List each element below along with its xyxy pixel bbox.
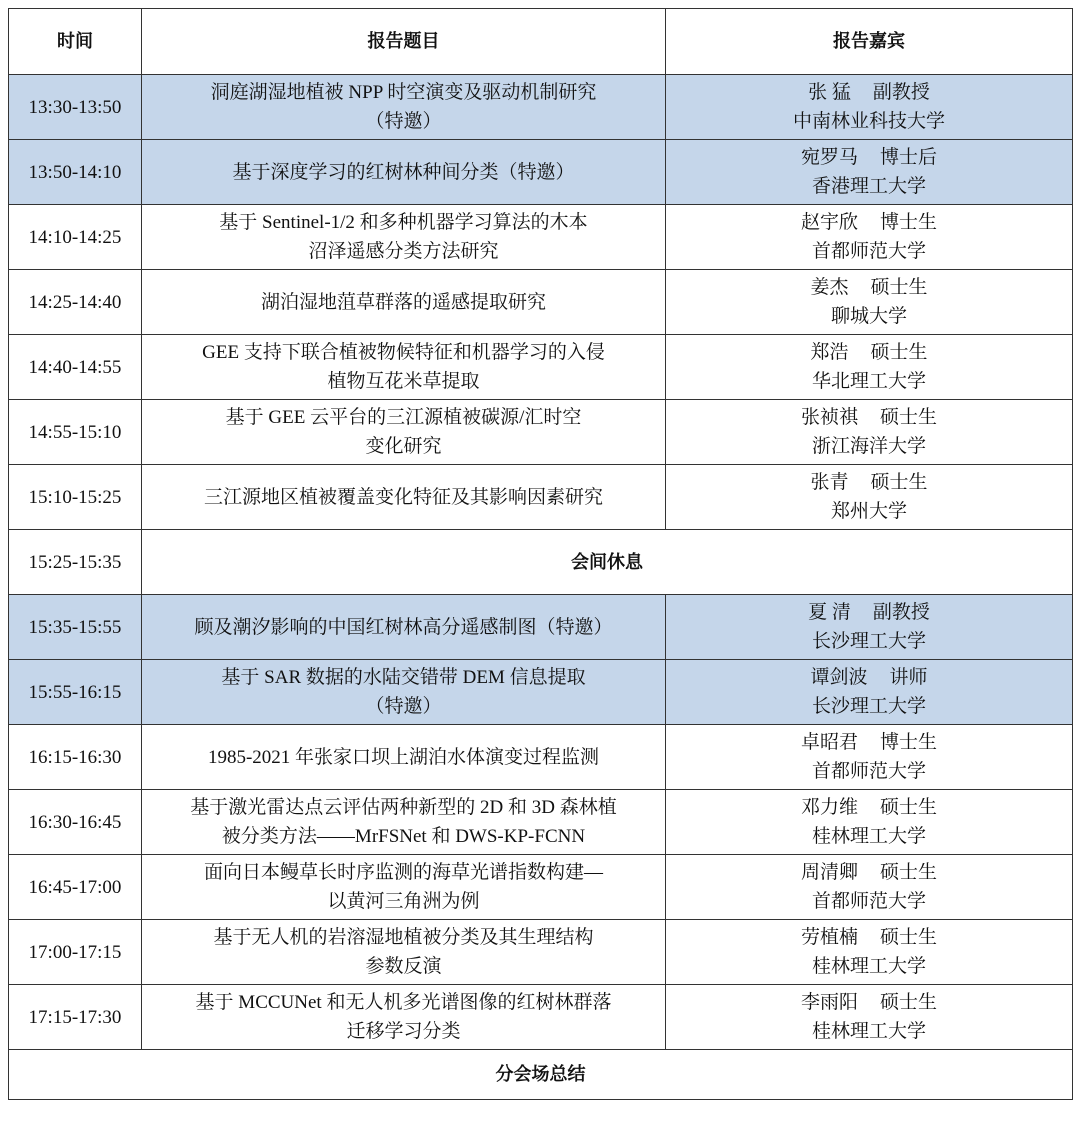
title-cell [142, 790, 666, 855]
title-cell [142, 660, 666, 725]
guest-org: 长沙理工大学 [811, 631, 926, 652]
time-cell: 16:45-17:00 [9, 855, 142, 920]
title-line: 变化研究 [365, 436, 442, 457]
title-line: 1985-2021 年张家口坝上湖泊水体演变过程监测 [207, 746, 600, 768]
guest-name: 卓昭君 [800, 732, 858, 753]
guest-org: 首都师范大学 [811, 761, 926, 782]
guest-org: 桂林理工大学 [811, 1021, 926, 1042]
guest-org: 华北理工大学 [811, 371, 926, 392]
title-line: 以黄河三角洲为例 [327, 891, 480, 912]
title-line: 基于激光雷达点云评估两种新型的 2D 和 3D 森林植 [190, 797, 617, 818]
guest-name: 夏 清 [808, 602, 851, 623]
time-cell: 13:50-14:10 [9, 140, 142, 205]
title-line: 基于无人机的岩溶湿地植被分类及其生理结构 [213, 927, 594, 948]
guest-name: 宛罗马 [800, 147, 858, 168]
guest-name: 赵宇欣 [800, 212, 858, 233]
guest-cell [666, 400, 1073, 465]
table-row [9, 725, 1073, 790]
time-cell: 15:55-16:15 [9, 660, 142, 725]
table-row [9, 335, 1073, 400]
title-line: GEE 支持下联合植被物候特征和机器学习的入侵 [202, 342, 605, 363]
guest-name: 张青 [810, 472, 849, 493]
guest-cell [666, 465, 1073, 530]
guest-title: 硕士生 [880, 927, 938, 948]
guest-title: 硕士生 [870, 472, 928, 493]
guest-cell [666, 790, 1073, 855]
guest-title: 硕士生 [880, 862, 938, 883]
guest-line [672, 923, 1066, 952]
title-cell [142, 595, 666, 660]
guest-cell [666, 270, 1073, 335]
time-cell: 14:40-14:55 [9, 335, 142, 400]
guest-line [672, 663, 1066, 692]
title-line: 参数反演 [365, 956, 442, 977]
guest-name: 郑浩 [810, 342, 849, 363]
guest-cell [666, 140, 1073, 205]
guest-cell [666, 335, 1073, 400]
table-row [9, 660, 1073, 725]
guest-name: 姜杰 [810, 277, 849, 298]
guest-title: 硕士生 [870, 342, 928, 363]
title-line: 顾及潮汐影响的中国红树林高分遥感制图（特邀） [194, 616, 613, 638]
table-row [9, 465, 1073, 530]
table-row [9, 140, 1073, 205]
time-cell: 17:15-17:30 [9, 985, 142, 1050]
guest-cell [666, 855, 1073, 920]
title-line: 湖泊湿地菹草群落的遥感提取研究 [260, 291, 546, 313]
title-line: 基于 Sentinel-1/2 和多种机器学习算法的木本 [219, 212, 588, 233]
time-cell: 13:30-13:50 [9, 75, 142, 140]
schedule-table [8, 8, 1073, 1100]
title-cell [142, 75, 666, 140]
guest-org: 聊城大学 [830, 306, 907, 327]
guest-cell [666, 725, 1073, 790]
guest-line [672, 793, 1066, 822]
title-cell [142, 725, 666, 790]
title-line: 沼泽遥感分类方法研究 [308, 241, 499, 262]
table-row [9, 985, 1073, 1050]
guest-name: 张祯祺 [800, 407, 858, 428]
guest-title: 硕士生 [870, 277, 928, 298]
guest-cell [666, 595, 1073, 660]
title-line: （特邀） [365, 696, 442, 717]
table-row [9, 205, 1073, 270]
guest-org: 桂林理工大学 [811, 826, 926, 847]
time-cell: 14:10-14:25 [9, 205, 142, 270]
guest-title: 博士生 [880, 212, 938, 233]
summary-label: 分会场总结 [9, 1050, 1073, 1100]
header-time: 时间 [9, 9, 142, 75]
guest-name: 李雨阳 [800, 992, 858, 1013]
guest-line [672, 78, 1066, 107]
time-cell: 15:35-15:55 [9, 595, 142, 660]
title-cell [142, 855, 666, 920]
guest-org: 浙江海洋大学 [811, 436, 926, 457]
guest-line [672, 143, 1066, 172]
table-row [9, 920, 1073, 985]
break-label: 会间休息 [142, 530, 1073, 595]
title-cell [142, 985, 666, 1050]
guest-name: 张 猛 [808, 82, 851, 103]
title-cell [142, 920, 666, 985]
title-line: 基于深度学习的红树林种间分类（特邀） [232, 161, 575, 183]
guest-line [672, 728, 1066, 757]
guest-cell [666, 75, 1073, 140]
guest-org: 郑州大学 [830, 501, 907, 522]
guest-line [672, 403, 1066, 432]
guest-title: 博士生 [880, 732, 938, 753]
time-cell: 16:30-16:45 [9, 790, 142, 855]
table-row [9, 400, 1073, 465]
guest-title: 硕士生 [880, 797, 938, 818]
guest-name: 邓力维 [800, 797, 858, 818]
title-line: 面向日本鳗草长时序监测的海草光谱指数构建— [203, 862, 603, 883]
header-row [9, 9, 1073, 75]
summary-row [9, 1050, 1073, 1100]
guest-org: 首都师范大学 [811, 891, 926, 912]
guest-title: 硕士生 [880, 992, 938, 1013]
title-line: 洞庭湖湿地植被 NPP 时空演变及驱动机制研究 [210, 82, 597, 103]
guest-name: 劳植楠 [800, 927, 858, 948]
table-row [9, 855, 1073, 920]
title-cell [142, 270, 666, 335]
title-cell [142, 140, 666, 205]
guest-line [672, 338, 1066, 367]
title-line: 基于 GEE 云平台的三江源植被碳源/汇时空 [225, 407, 582, 428]
table-row [9, 75, 1073, 140]
guest-name: 周清卿 [800, 862, 858, 883]
title-line: （特邀） [365, 111, 442, 132]
title-line: 植物互花米草提取 [327, 371, 480, 392]
title-line: 基于 SAR 数据的水陆交错带 DEM 信息提取 [221, 667, 586, 688]
title-line: 基于 MCCUNet 和无人机多光谱图像的红树林群落 [195, 992, 612, 1013]
guest-title: 博士后 [880, 147, 938, 168]
header-title: 报告题目 [142, 9, 666, 75]
guest-title: 硕士生 [880, 407, 938, 428]
guest-cell [666, 985, 1073, 1050]
guest-line [672, 273, 1066, 302]
guest-cell [666, 660, 1073, 725]
table-row [9, 270, 1073, 335]
guest-cell [666, 920, 1073, 985]
time-cell: 14:25-14:40 [9, 270, 142, 335]
title-line: 被分类方法——MrFSNet 和 DWS-KP-FCNN [221, 826, 586, 847]
schedule-body [9, 75, 1073, 1100]
title-cell [142, 465, 666, 530]
title-cell [142, 205, 666, 270]
schedule-wrapper [8, 8, 1073, 1100]
guest-title: 副教授 [872, 602, 930, 623]
guest-title: 副教授 [872, 82, 930, 103]
header-guest: 报告嘉宾 [666, 9, 1073, 75]
table-row [9, 790, 1073, 855]
guest-title: 讲师 [889, 667, 928, 688]
title-cell [142, 400, 666, 465]
guest-line [672, 598, 1066, 627]
guest-line [672, 988, 1066, 1017]
guest-org: 桂林理工大学 [811, 956, 926, 977]
time-cell: 14:55-15:10 [9, 400, 142, 465]
guest-org: 中南林业科技大学 [792, 111, 945, 132]
guest-line [672, 858, 1066, 887]
time-cell: 15:10-15:25 [9, 465, 142, 530]
title-line: 三江源地区植被覆盖变化特征及其影响因素研究 [203, 486, 603, 508]
guest-org: 香港理工大学 [811, 176, 926, 197]
time-cell: 17:00-17:15 [9, 920, 142, 985]
break-time: 15:25-15:35 [9, 530, 142, 595]
time-cell: 16:15-16:30 [9, 725, 142, 790]
break-row [9, 530, 1073, 595]
guest-org: 长沙理工大学 [811, 696, 926, 717]
guest-line [672, 208, 1066, 237]
table-row [9, 595, 1073, 660]
title-line: 迁移学习分类 [346, 1021, 461, 1042]
guest-cell [666, 205, 1073, 270]
title-cell [142, 335, 666, 400]
guest-line [672, 468, 1066, 497]
guest-org: 首都师范大学 [811, 241, 926, 262]
guest-name: 谭剑波 [810, 667, 868, 688]
